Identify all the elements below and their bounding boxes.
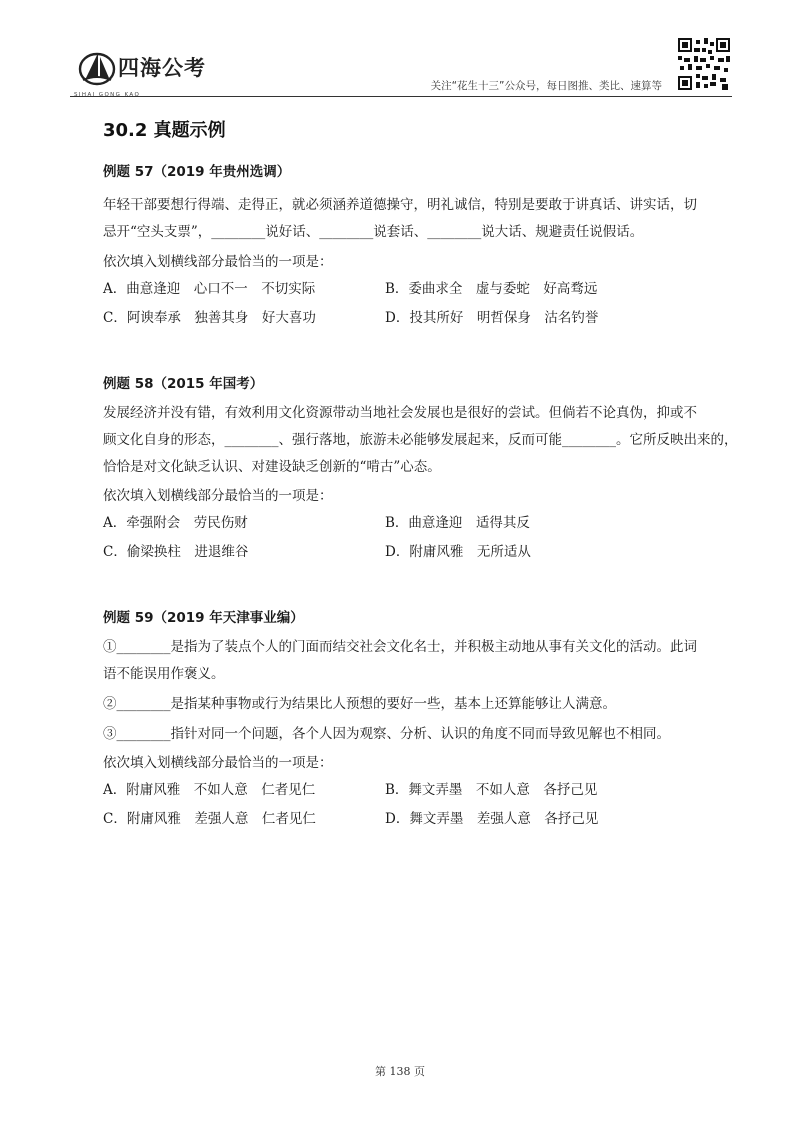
- option-a[interactable]: A．牵强附会 劳民伤财: [103, 515, 248, 531]
- option-c[interactable]: C．附庸风雅 差强人意 仁者见仁: [103, 811, 316, 827]
- brand-name: 四海公考: [118, 56, 206, 80]
- sail-logo-icon: [78, 48, 116, 86]
- section-title: 30.2 真题示例: [103, 120, 226, 141]
- header-divider: [70, 96, 732, 97]
- example-title: 例题 57（2019 年贵州选调）: [103, 164, 291, 180]
- brand-logo: [70, 48, 240, 100]
- option-b[interactable]: B．舞文弄墨 不如人意 各抒己见: [385, 782, 598, 798]
- brand-name-latin: SIHAI GONG KAO: [74, 92, 141, 98]
- option-row: [103, 276, 723, 305]
- question-prompt: 依次填入划横线部分最恰当的一项是：: [103, 488, 333, 504]
- example-59: [103, 605, 723, 835]
- page-header: [70, 38, 732, 100]
- option-d[interactable]: D．投其所好 明哲保身 沽名钓誉: [385, 310, 599, 326]
- question-line: 顾文化自身的形态，________、强行落地，旅游未必能够发展起来，反而可能________。它所反映出来的，: [103, 432, 738, 448]
- question-line: ①________是指为了装点个人的门面而结交社会文化名士，并积极主动地从事有关文化的活动。此词: [103, 639, 697, 655]
- question-prompt: 依次填入划横线部分最恰当的一项是：: [103, 755, 333, 771]
- option-row: [103, 305, 723, 334]
- option-row: [103, 510, 723, 539]
- option-row: [103, 806, 723, 835]
- option-d[interactable]: D．附庸风雅 无所适从: [385, 544, 531, 560]
- option-d[interactable]: D．舞文弄墨 差强人意 各抒己见: [385, 811, 599, 827]
- option-b[interactable]: B．委曲求全 虚与委蛇 好高骛远: [385, 281, 598, 297]
- example-title: 例题 58（2015 年国考）: [103, 376, 264, 392]
- example-title: 例题 59（2019 年天津事业编）: [103, 610, 304, 626]
- question-line: 忌开“空头支票”，________说好话、________说套话、________说大话、规避责任说假话。: [103, 224, 644, 240]
- question-line: 恰恰是对文化缺乏认识、对建设缺乏创新的“啃古”心态。: [103, 459, 441, 475]
- example-57: [103, 159, 723, 334]
- option-a[interactable]: A．附庸风雅 不如人意 仁者见仁: [103, 782, 316, 798]
- question-line: ③________指针对同一个问题，各个人因为观察、分析、认识的角度不同而导致见解也不相同。: [103, 726, 670, 742]
- option-row: [103, 777, 723, 806]
- option-b[interactable]: B．曲意逢迎 适得其反: [385, 515, 530, 531]
- question-line: 发展经济并没有错，有效利用文化资源带动当地社会发展也是很好的尝试。但倘若不论真伪，抑或不: [103, 405, 697, 421]
- question-line: ②________是指某种事物或行为结果比人预想的要好一些，基本上还算能够让人满意。: [103, 696, 616, 712]
- option-c[interactable]: C．阿谀奉承 独善其身 好大喜功: [103, 310, 316, 326]
- question-line: 年轻干部要想行得端、走得正，就必须涵养道德操守，明礼诚信，特别是要敢于讲真话、讲实话，切: [103, 197, 697, 213]
- option-row: [103, 539, 723, 568]
- header-note: 关注“花生十三”公众号，每日图推、类比、速算等: [430, 80, 662, 92]
- option-a[interactable]: A．曲意逢迎 心口不一 不切实际: [103, 281, 316, 297]
- option-c[interactable]: C．偷梁换柱 进退维谷: [103, 544, 249, 560]
- question-prompt: 依次填入划横线部分最恰当的一项是：: [103, 254, 333, 270]
- question-line: 语不能误用作褒义。: [103, 666, 225, 682]
- page-number: 第 138 页: [375, 1065, 425, 1078]
- example-58: [103, 371, 738, 568]
- qr-code-icon: [678, 38, 730, 90]
